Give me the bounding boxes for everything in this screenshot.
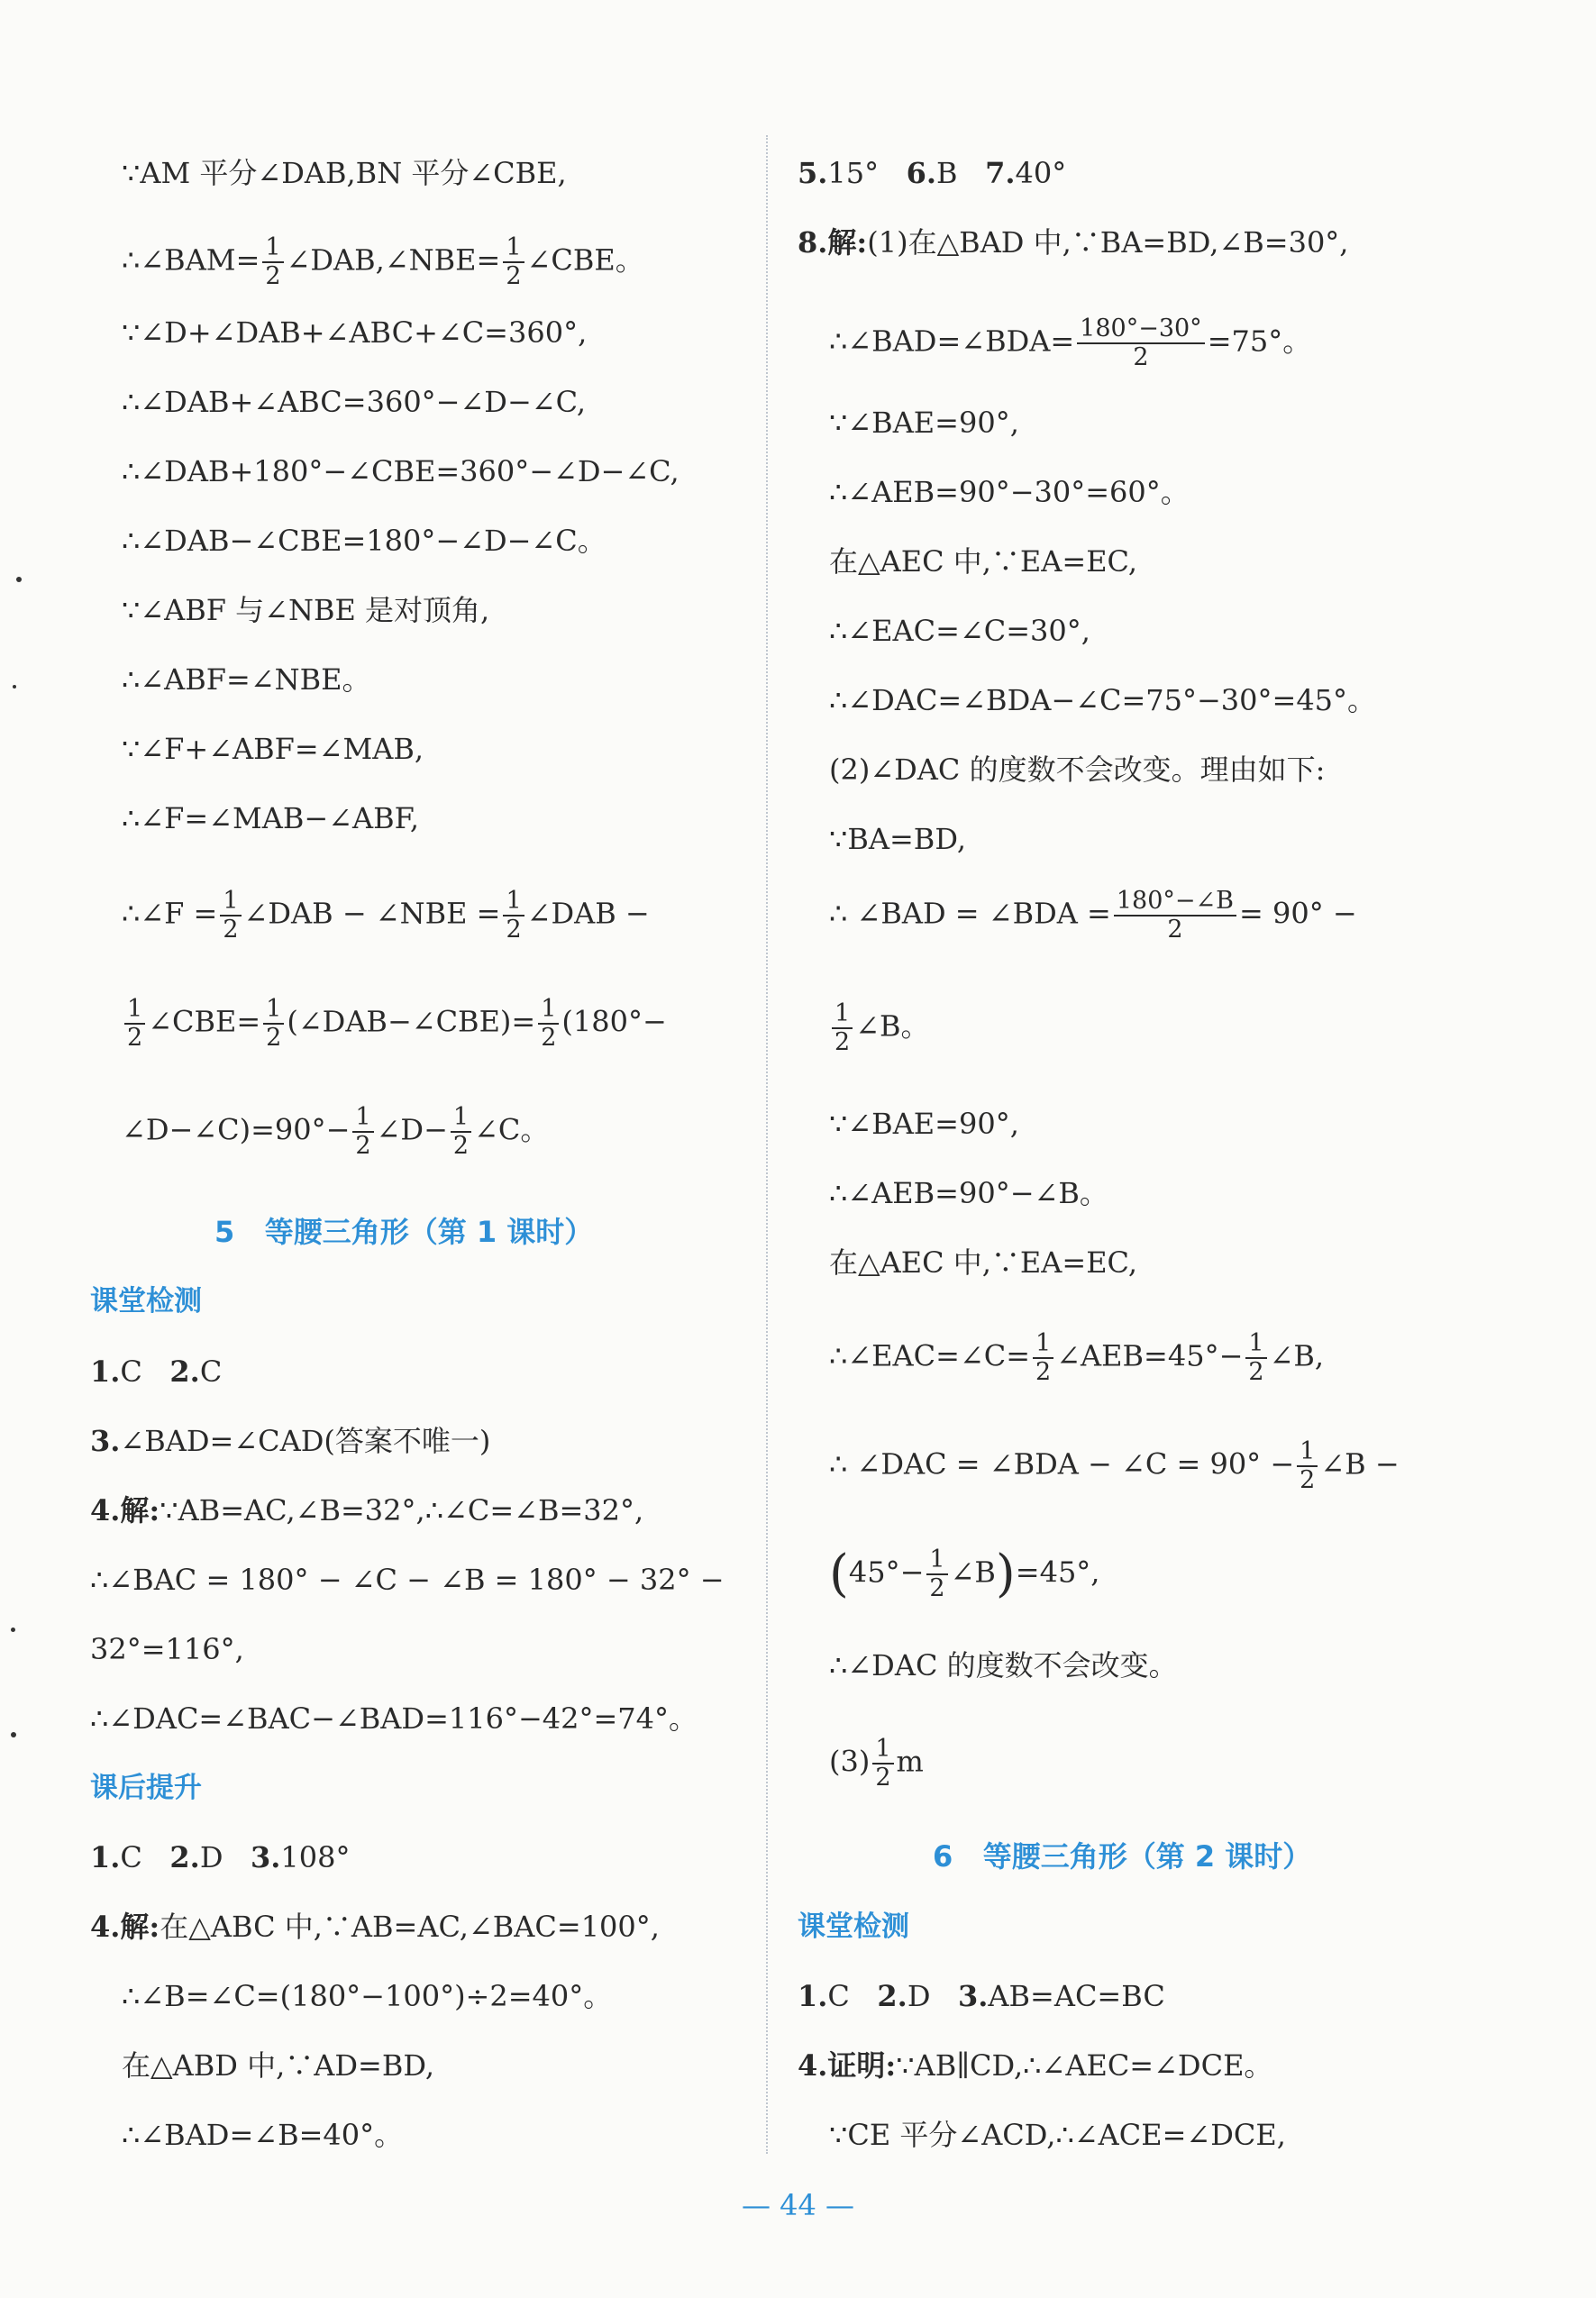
text-line: ∴∠ABF=∠NBE。	[122, 662, 371, 697]
fraction: $\frac{1}{2}$	[503, 234, 524, 290]
fraction: $\frac{1}{2}$	[262, 234, 283, 290]
answer-line: 8.解:(1)在△BAD 中,∵BA=BD,∠B=30°,	[798, 225, 1349, 260]
answer-line: 4.解:∵AB=AC,∠B=32°,∴∠C=∠B=32°,	[90, 1493, 644, 1527]
text-line: ∴∠EAC=∠C= $\frac{1}{2}$ ∠AEB=45°− $\frac{1}{2}$ ∠B,	[829, 1329, 1325, 1386]
text-line: ∴∠BAC = 180° − ∠C − ∠B = 180° − 32° −	[90, 1563, 725, 1597]
fraction: $\frac{180^\circ-\angle B}{2}$	[1114, 888, 1236, 944]
column-divider	[766, 135, 768, 2154]
fraction: $\frac{1}{2}$	[1033, 1330, 1053, 1386]
fraction: $\frac{1}{2}$	[503, 888, 524, 944]
text-line: ∵∠ABF 与∠NBE 是对顶角,	[122, 593, 490, 627]
section-title: 5 等腰三角形（第 1 课时）	[214, 1215, 594, 1249]
left-column	[90, 135, 739, 2152]
text-line: ∴∠DAC=∠BDA−∠C=75°−30°=45°。	[829, 683, 1377, 717]
text-line: ∴∠F = $\frac{1}{2}$ ∠DAB − ∠NBE = $\frac{1}{2}$ ∠DAB −	[122, 887, 650, 944]
answer-line: 5.15° 6.B 7.40°	[798, 156, 1067, 190]
subheading-ketang: 课堂检测	[798, 1910, 909, 1943]
text-line: 32°=116°,	[90, 1632, 244, 1666]
text-line: ∴∠DAB+∠ABC=360°−∠D−∠C,	[122, 385, 587, 419]
text-line: 在△AEC 中,∵EA=EC,	[829, 544, 1138, 579]
text-line: ∵AM 平分∠DAB,BN 平分∠CBE,	[122, 156, 567, 190]
text-line: ∵∠F+∠ABF=∠MAB,	[122, 732, 424, 766]
text-line: 在△ABD 中,∵AD=BD,	[122, 2048, 435, 2083]
text-line: ∴∠BAD=∠BDA= $\frac{180^\circ-30^\circ}{2}$ =75°。	[829, 315, 1312, 371]
margin-mark	[11, 1628, 15, 1632]
fraction: $\frac{1}{2}$	[538, 996, 559, 1052]
text-line: ∴∠DAB−∠CBE=180°−∠D−∠C。	[122, 524, 606, 558]
answer-line: 3.∠BAD=∠CAD(答案不唯一)	[90, 1424, 491, 1458]
fraction: $\frac{1}{2}$	[263, 996, 284, 1052]
text-line: ∴∠DAB+180°−∠CBE=360°−∠D−∠C,	[122, 454, 679, 488]
margin-mark	[13, 685, 16, 688]
answer-line: 1.C 2.D 3.108°	[90, 1840, 351, 1874]
fraction: $\frac{1}{2}$	[220, 888, 241, 944]
fraction: $\frac{1}{2}$	[352, 1104, 373, 1160]
text-line: (3) $\frac{1}{2}$ m	[829, 1735, 924, 1792]
text-line: ∴∠BAD=∠B=40°。	[122, 2118, 404, 2152]
text-line: ∴∠DAC 的度数不会改变。	[829, 1648, 1178, 1682]
text-line: ∴∠B=∠C=(180°−100°)÷2=40°。	[122, 1979, 613, 2013]
text-line: ∵∠BAE=90°,	[829, 406, 1019, 440]
text-line: ∴∠DAC=∠BAC−∠BAD=116°−42°=74°。	[90, 1701, 698, 1736]
text-line: ∵∠D+∠DAB+∠ABC+∠C=360°,	[122, 315, 588, 350]
page-number: — 44 —	[741, 2188, 855, 2222]
fraction: $\frac{1}{2}$	[872, 1736, 893, 1792]
text-line: $\frac{1}{2}$ ∠CBE= $\frac{1}{2}$ (∠DAB−∠CBE)= $\frac{1}{2}$ (180°−	[122, 996, 667, 1052]
text-line: ∠D−∠C)=90°− $\frac{1}{2}$ ∠D− $\frac{1}{2}$ ∠C。	[122, 1103, 550, 1160]
fraction: $\frac{1}{2}$	[1245, 1330, 1266, 1386]
fraction: $\frac{1}{2}$	[1297, 1438, 1318, 1494]
fraction: $\frac{1}{2}$	[832, 1000, 853, 1056]
answer-line: 4.证明:∵AB∥CD,∴∠AEC=∠DCE。	[798, 2048, 1273, 2083]
margin-mark	[11, 1732, 16, 1737]
answer-line: 1.C 2.C	[90, 1354, 223, 1389]
text-line: ∴∠EAC=∠C=30°,	[829, 614, 1090, 648]
text-line: ∴∠F=∠MAB−∠ABF,	[122, 801, 420, 835]
fraction: $\frac{1}{2}$	[926, 1546, 947, 1602]
right-column	[798, 135, 1460, 2152]
subheading-kehou: 课后提升	[90, 1772, 202, 1804]
text-line: (2)∠DAC 的度数不会改变。理由如下:	[829, 752, 1326, 787]
text-line: ∴ ∠DAC = ∠BDA − ∠C = 90° − $\frac{1}{2}$ ∠B −	[829, 1437, 1400, 1494]
text-line: $\frac{1}{2}$ ∠B。	[829, 1000, 930, 1056]
fraction: $\frac{1}{2}$	[124, 996, 145, 1052]
margin-mark	[16, 577, 22, 582]
answer-line: 4.解:在△ABC 中,∵AB=AC,∠BAC=100°,	[90, 1910, 660, 1944]
fraction: $\frac{1}{2}$	[451, 1104, 471, 1160]
fraction: $\frac{180^\circ-30^\circ}{2}$	[1077, 315, 1205, 371]
section-title: 6 等腰三角形（第 2 课时）	[933, 1839, 1312, 1874]
text-line: ∵BA=BD,	[829, 822, 966, 856]
answer-line: 1.C 2.D 3.AB=AC=BC	[798, 1979, 1165, 2013]
text-line: ∴∠BAM= $\frac{1}{2}$ ∠DAB,∠NBE= $\frac{1}{2}$ ∠CBE。	[122, 233, 644, 290]
text-line: 在△AEC 中,∵EA=EC,	[829, 1245, 1138, 1280]
text-line: ∴ ∠BAD = ∠BDA = $\frac{180^\circ-\angle B}{2}$ = 90° −	[829, 887, 1357, 944]
text-line: ∵CE 平分∠ACD,∴∠ACE=∠DCE,	[829, 2118, 1286, 2152]
text-line: ∴∠AEB=90°−30°=60°。	[829, 475, 1190, 509]
text-line: ∴∠AEB=90°−∠B。	[829, 1176, 1108, 1210]
subheading-ketang: 课堂检测	[90, 1285, 202, 1318]
text-line: ∵∠BAE=90°,	[829, 1107, 1019, 1141]
text-line: (45°− $\frac{1}{2}$ ∠B)=45°,	[829, 1545, 1100, 1603]
